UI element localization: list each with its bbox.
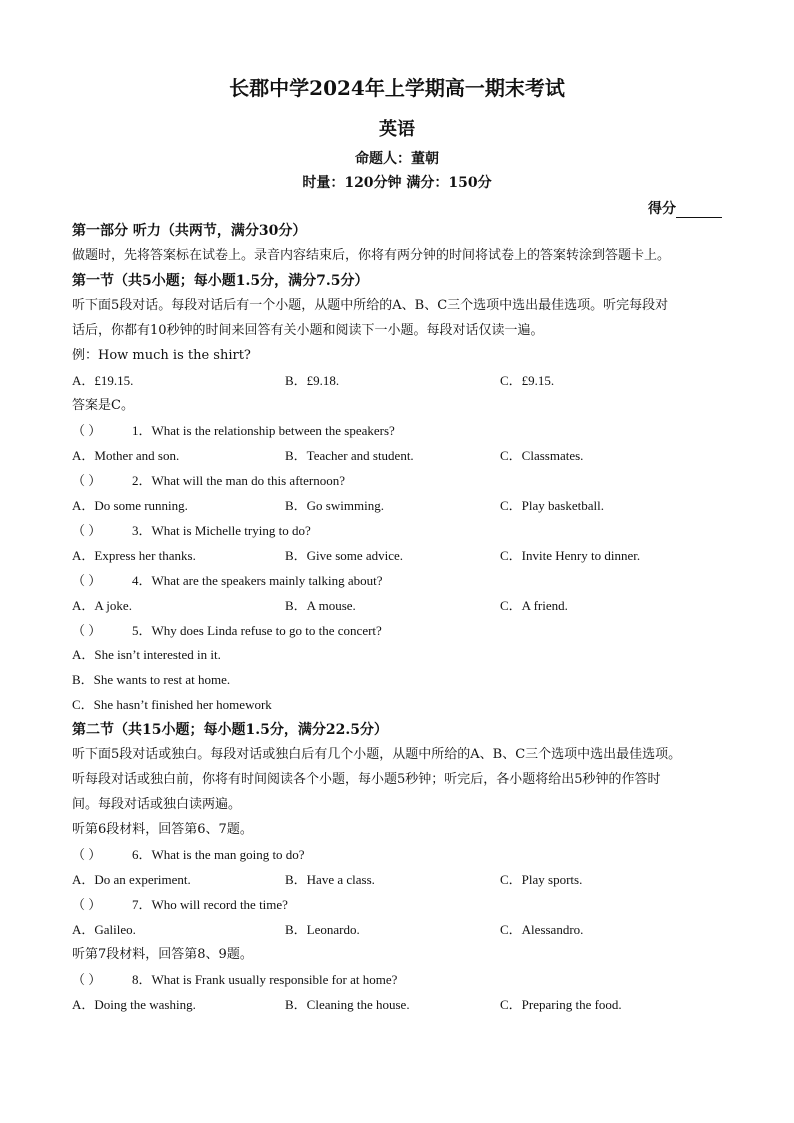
question-text: 2．What will the man do this afternoon? (132, 473, 346, 488)
example-option-a: A．£19.15. (72, 373, 134, 388)
question-text: 5．Why does Linda refuse to go to the concert? (132, 623, 382, 638)
subject-title: 英语 (379, 119, 415, 140)
answer-paren[interactable]: （ ） (72, 473, 102, 488)
score-blank[interactable] (676, 203, 722, 218)
answer-paren[interactable]: （ ） (72, 523, 102, 538)
question-1 (72, 422, 395, 440)
question-6 (72, 846, 305, 864)
section2-instruction-2: 听每段对话或独白前，你将有时间阅读各个小题，每小题5秒钟；听完后，各小题将给出5秒钟的作答时 (72, 772, 661, 787)
example-option-c: C．£9.15. (500, 373, 555, 388)
q5-option-a: A．She isn’t interested in it. (72, 647, 221, 662)
q1-option-a: A．Mother and son. (72, 448, 180, 463)
score-field (648, 198, 722, 218)
section2-heading: 第二节（共15小题；每小题1.5分，满分22.5分） (72, 722, 388, 738)
time-info: 时量：120分钟 满分：150分 (302, 175, 492, 191)
question-text: 6．What is the man going to do? (132, 847, 305, 862)
answer-paren[interactable]: （ ） (72, 623, 102, 638)
score-label: 得分 (648, 201, 676, 217)
q5-option-c: C．She hasn’t finished her homework (72, 697, 272, 712)
example-answer: 答案是C。 (72, 398, 134, 413)
q6-option-a: A．Do an experiment. (72, 872, 191, 887)
author-line: 命题人：董朝 (355, 151, 439, 167)
question-5 (72, 622, 382, 640)
q4-option-a: A．A joke. (72, 598, 132, 613)
q1-option-c: C．Classmates. (500, 448, 584, 463)
q7-option-a: A．Galileo. (72, 922, 136, 937)
question-3 (72, 522, 311, 540)
section2-instruction-1: 听下面5段对话或独白。每段对话或独白后有几个小题，从题中所给的A、B、C三个选项中选出最佳选项。 (72, 747, 682, 762)
q5-option-b: B．She wants to rest at home. (72, 672, 231, 687)
q6-option-b: B．Have a class. (285, 872, 375, 887)
answer-paren[interactable]: （ ） (72, 972, 102, 987)
section2-instruction-3: 间。每段对话或独白读两遍。 (72, 797, 242, 812)
question-2 (72, 472, 345, 490)
q3-option-b: B．Give some advice. (285, 548, 404, 563)
part1-heading: 第一部分 听力（共两节，满分30分） (72, 223, 307, 239)
q8-option-c: C．Preparing the food. (500, 997, 622, 1012)
question-8 (72, 971, 397, 989)
q3-option-c: C．Invite Henry to dinner. (500, 548, 641, 563)
question-7 (72, 896, 288, 914)
q2-option-c: C．Play basketball. (500, 498, 604, 513)
q7-option-b: B．Leonardo. (285, 922, 360, 937)
part1-instruction: 做题时，先将答案标在试卷上。录音内容结束后，你将有两分钟的时间将试卷上的答案转涂到答题卡上。 (72, 248, 671, 263)
answer-paren[interactable]: （ ） (72, 847, 102, 862)
q6-option-c: C．Play sports. (500, 872, 583, 887)
section1-heading: 第一节（共5小题；每小题1.5分，满分7.5分） (72, 273, 369, 289)
question-text: 7．Who will record the time? (132, 897, 288, 912)
q2-option-b: B．Go swimming. (285, 498, 384, 513)
question-text: 3．What is Michelle trying to do? (132, 523, 311, 538)
question-text: 4．What are the speakers mainly talking about? (132, 573, 383, 588)
q4-option-b: B．A mouse. (285, 598, 356, 613)
q7-option-c: C．Alessandro. (500, 922, 584, 937)
q3-option-a: A．Express her thanks. (72, 548, 196, 563)
q8-option-b: B．Cleaning the house. (285, 997, 410, 1012)
question-text: 1．What is the relationship between the speakers? (132, 423, 395, 438)
section1-instruction-1: 听下面5段对话。每段对话后有一个小题，从题中所给的A、B、C三个选项中选出最佳选项。听完每段对 (72, 298, 669, 313)
section1-instruction-2: 话后，你都有10秒钟的时间来回答有关小题和阅读下一小题。每段对话仅读一遍。 (72, 323, 544, 338)
q2-option-a: A．Do some running. (72, 498, 188, 513)
q8-option-a: A．Doing the washing. (72, 997, 196, 1012)
answer-paren[interactable]: （ ） (72, 573, 102, 588)
q4-option-c: C．A friend. (500, 598, 568, 613)
material-7-label: 听第7段材料，回答第8、9题。 (72, 947, 253, 962)
example-question: 例：How much is the shirt? (72, 348, 251, 363)
exam-title: 长郡中学2024年上学期高一期末考试 (229, 76, 565, 100)
example-option-b: B．£9.18. (285, 373, 340, 388)
material-6-label: 听第6段材料，回答第6、7题。 (72, 822, 253, 837)
q1-option-b: B．Teacher and student. (285, 448, 414, 463)
question-text: 8．What is Frank usually responsible for at home? (132, 972, 398, 987)
question-4 (72, 572, 383, 590)
answer-paren[interactable]: （ ） (72, 897, 102, 912)
answer-paren[interactable]: （ ） (72, 423, 102, 438)
